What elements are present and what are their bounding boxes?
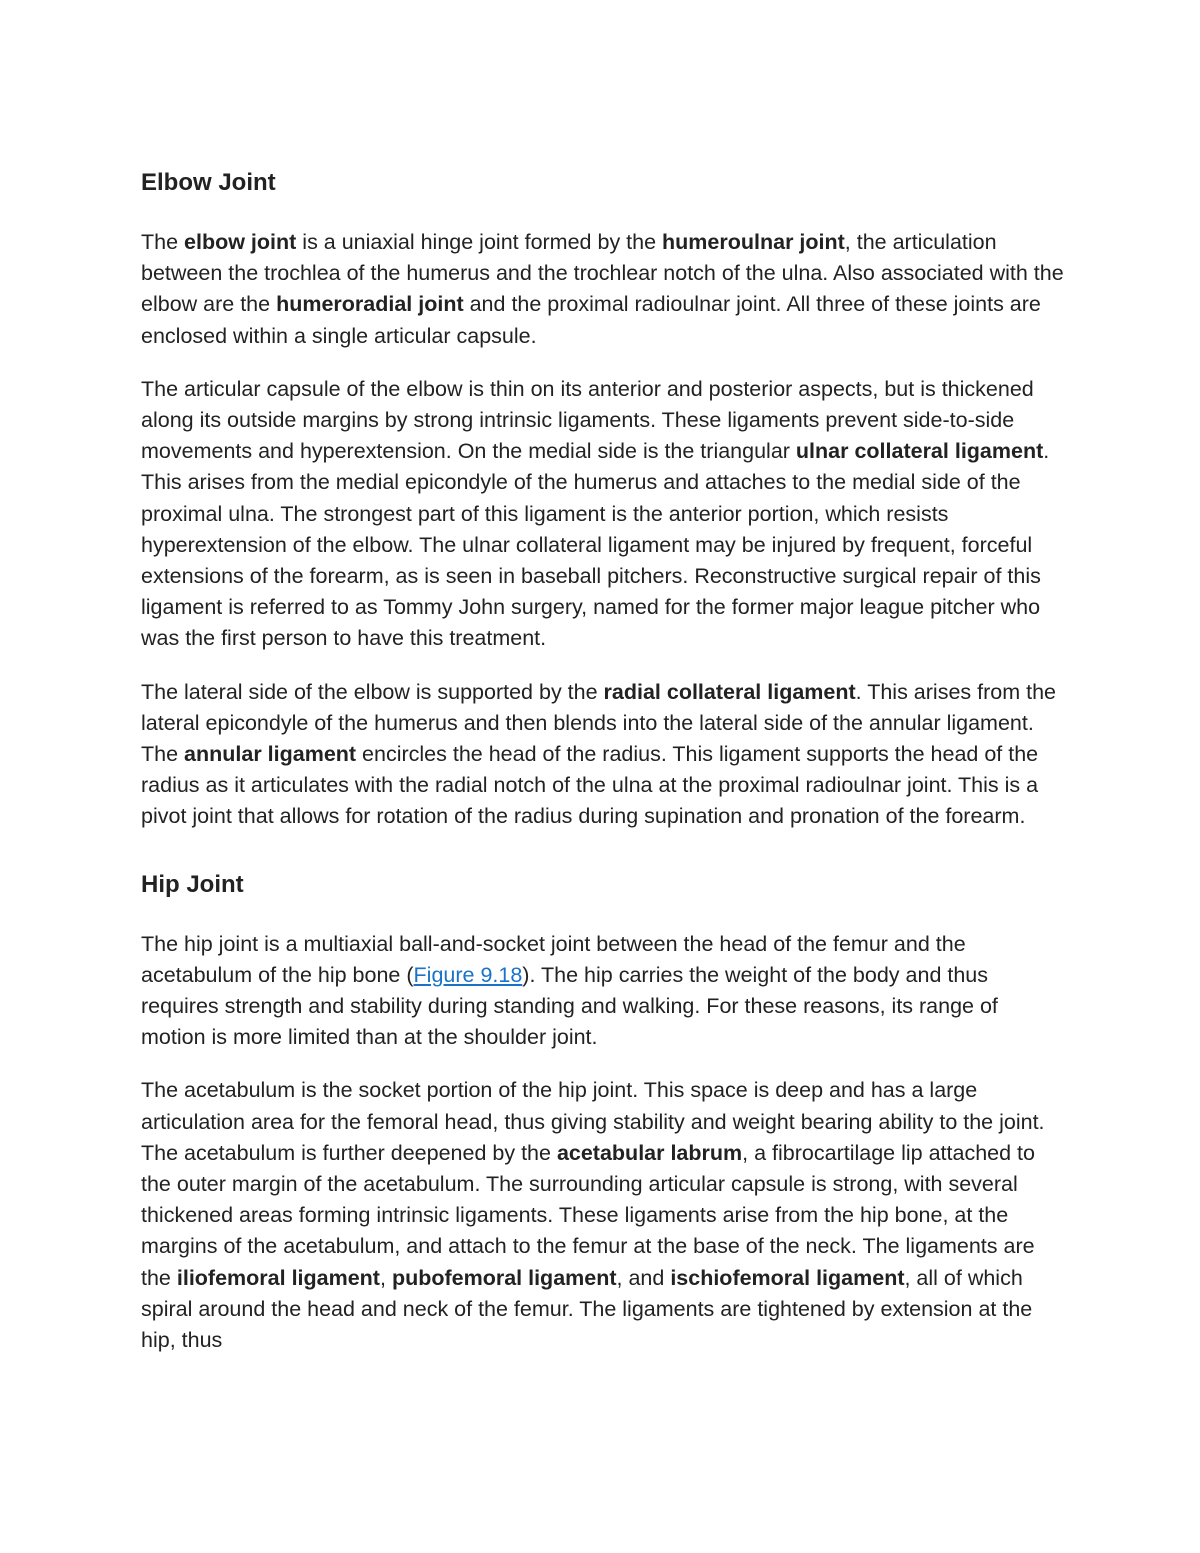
text-span: encircles the head of the radius. This ligament supports the head of the radius as it articulates with the radial notch of the ulna at the proximal radioulnar joint. This is a pivot joint that allows for rotation of the radius during supination and pronation of the forearm. — [141, 742, 1039, 829]
text-span: and the proximal radioulnar joint. All three of these joints are enclosed within a single articular capsule. — [141, 292, 1041, 348]
hip-paragraph-2 — [141, 1075, 1066, 1356]
text-span: . This arises from the lateral epicondyle of the humerus and then blends into the lateral side of the annular ligament. The — [141, 679, 1056, 767]
text-span: is a uniaxial hinge joint formed by the — [296, 230, 663, 254]
bold-term-iliofemoral-ligament: iliofemoral ligament — [176, 1265, 380, 1290]
text-span: , and — [616, 1265, 671, 1290]
bold-term-ulnar-collateral-ligament: ulnar collateral ligament — [795, 439, 1044, 464]
bold-term-pubofemoral-ligament: pubofemoral ligament — [391, 1265, 617, 1290]
elbow-joint-heading: Elbow Joint — [141, 169, 276, 196]
text-span: . This arises from the medial epicondyle of the humerus and attaches to the medial side of the proximal ulna. The strongest part of this ligament is the anterior portion, which resists hyperextension of the elbow. The ulnar collateral ligament may be injured by frequent, forceful extensions of the forearm, as is seen in baseball pitchers. Reconstructive surgical repair of this ligament is referred to as Tommy John surgery, named for the former major league pitcher who was the first person to have this treatment. — [141, 439, 1050, 651]
figure-9-18-link[interactable]: Figure 9.18 — [413, 962, 523, 987]
bold-term-elbow-joint: elbow joint — [184, 230, 297, 254]
elbow-paragraph-2 — [141, 374, 1066, 655]
text-span: ). The hip carries the weight of the body and thus requires strength and stability during standing and walking. For these reasons, its range of motion is more limited than at the shoulder joint. — [141, 962, 998, 1050]
text-span: , all of which spiral around the head and neck of the femur. The ligaments are tightened by extension at the hip, thus — [141, 1265, 1033, 1353]
bold-term-humeroradial-joint: humeroradial joint — [276, 292, 464, 317]
text-span: The hip joint is a multiaxial ball-and-socket joint between the head of the femur and the acetabulum of the hip bone ( — [141, 931, 966, 987]
text-span: The acetabulum is the socket portion of the hip joint. This space is deep and has a large articulation area for the femoral head, thus giving stability and weight bearing ability to the joint. The acetabulum is further deepened by the — [141, 1078, 1045, 1165]
bold-term-annular-ligament: annular ligament — [184, 742, 357, 767]
bold-term-radial-collateral-ligament: radial collateral ligament — [603, 679, 856, 704]
hip-joint-heading: Hip Joint — [141, 870, 244, 898]
text-span: The articular capsule of the elbow is thin on its anterior and posterior aspects, but is thickened along its outside margins by strong intrinsic ligaments. These ligaments prevent side-to-side movements and hyperextension. On the medial side is the triangular — [141, 376, 1034, 464]
bold-term-humeroulnar-joint: humeroulnar joint — [662, 230, 845, 254]
elbow-paragraph-3 — [141, 677, 1066, 833]
text-span: , — [379, 1265, 392, 1290]
text-span: , the articulation between the trochlea of the humerus and the trochlear notch of the ulna. Also associated with the elbow are the — [141, 230, 1064, 317]
hip-paragraph-1 — [141, 929, 1066, 1054]
bold-term-ischiofemoral-ligament: ischiofemoral ligament — [670, 1265, 905, 1290]
text-span: The lateral side of the elbow is supported by the — [141, 679, 604, 704]
elbow-paragraph-1 — [141, 227, 1066, 352]
document-page — [141, 165, 1066, 1378]
text-span: , a fibrocartilage lip attached to the outer margin of the acetabulum. The surrounding articular capsule is strong, with several thickened areas forming intrinsic ligaments. These ligaments arise from the hip bone, at the margins of the acetabulum, and attach to the femur at the base of the neck. The ligaments are the — [141, 1140, 1035, 1290]
bold-term-acetabular-labrum: acetabular labrum — [556, 1140, 743, 1165]
text-span: The — [141, 230, 185, 254]
